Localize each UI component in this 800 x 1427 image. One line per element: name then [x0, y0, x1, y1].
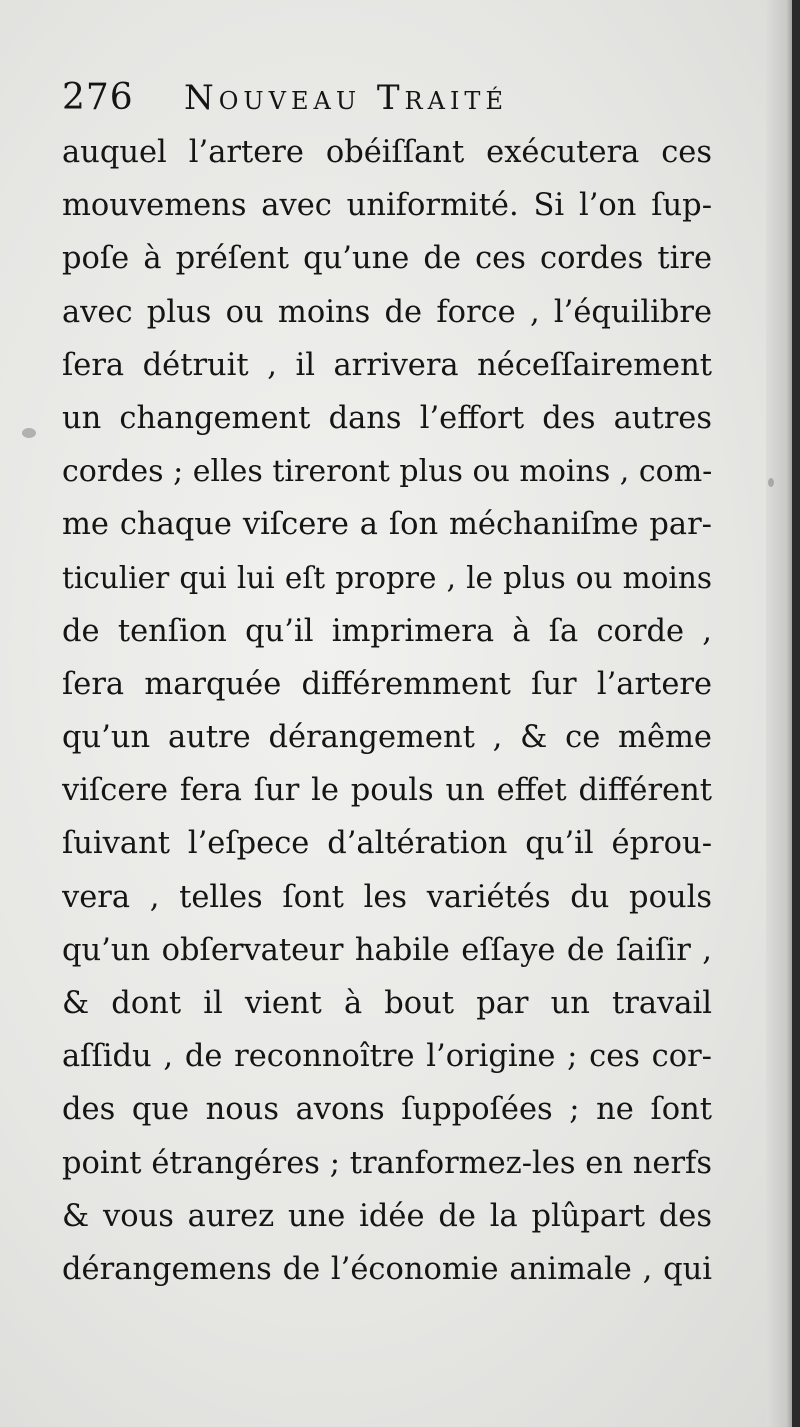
text-line: un changement dans l’effort des autres	[62, 400, 712, 436]
text-line: vera , telles ſont les variétés du pouls	[62, 879, 712, 915]
text-line: aſſidu , de reconnoître l’origine ; ces cor-	[62, 1039, 712, 1075]
paper-speck	[768, 478, 774, 487]
text-line: & dont il vient à bout par un travail	[62, 986, 712, 1021]
text-line: ſera marquée différemment ſur l’artere	[62, 666, 712, 702]
text-line: poſe à préſent qu’une de ces cordes tire	[62, 241, 712, 277]
text-line: qu’un obſervateur habile eſſaye de ſaiſir ,	[62, 932, 712, 968]
text-line: dérangemens de l’économie animale , qui	[62, 1251, 712, 1287]
page-number: 276	[62, 77, 134, 118]
text-line: cordes ; elles tireront plus ou moins , com-	[62, 454, 712, 490]
text-line: ticulier qui lui eſt propre , le plus ou moins	[62, 560, 712, 595]
text-line: me chaque viſcere a ſon méchaniſme par-	[62, 507, 712, 543]
text-line: avec plus ou moins de force , l’équilibre	[62, 294, 712, 330]
text-line: des que nous avons ſuppoſées ; ne ſont	[62, 1092, 712, 1128]
text-line: ſera détruit , il arrivera néceſſairement	[62, 347, 712, 383]
text-line: & vous aurez une idée de la plûpart des	[62, 1198, 712, 1234]
page-header	[62, 74, 702, 126]
text-line: point étrangéres ; tranformez-les en nerfs	[62, 1145, 712, 1181]
text-line: qu’un autre dérangement , & ce même	[62, 720, 712, 756]
paper-speck	[22, 428, 36, 438]
running-title: Nouveau Traité	[184, 78, 508, 118]
page-edge-shadow	[766, 0, 800, 1427]
text-line: mouvemens avec uniformité. Si l’on ſup-	[62, 188, 712, 224]
text-line: ſuivant l’eſpece d’altération qu’il éprou-	[62, 826, 712, 862]
text-line: auquel l’artere obéiſſant exécutera ces	[62, 135, 712, 170]
text-line: viſcere fera ſur le pouls un effet différent	[62, 773, 712, 809]
body-text	[62, 126, 712, 1296]
text-line: de tenſion qu’il imprimera à ſa corde ,	[62, 613, 712, 649]
